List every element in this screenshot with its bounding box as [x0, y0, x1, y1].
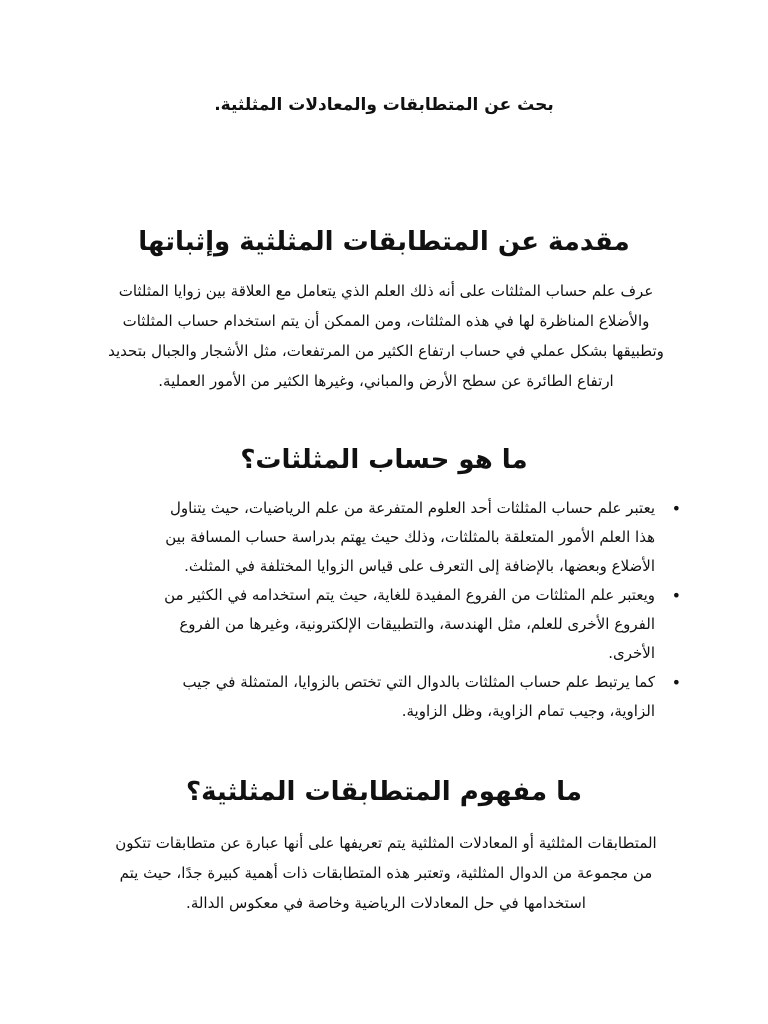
section-heading-trigonometry: ما هو حساب المثلثات؟	[240, 445, 528, 475]
section-heading-identities: ما مفهوم المتطابقات المثلثية؟	[186, 777, 582, 807]
list-item: • كما يرتبط علم حساب المثلثات بالدوال التي تختص بالزوايا، المتمثلة في جيب الزاوية، وجيب تمام الزاوية، وظل الزاوية.	[150, 668, 655, 726]
document-title: بحث عن المتطابقات والمعادلات المثلثية.	[214, 95, 554, 115]
bullet-list	[150, 494, 681, 726]
section-heading-introduction: مقدمة عن المتطابقات المثلثية وإثباتها	[138, 227, 630, 257]
section-paragraph-identities: المتطابقات المثلثية أو المعادلات المثلثية يتم تعريفها على أنها عبارة عن متطابقات تتكون من مجموعة من الدوال المثلثية، وتعتبر هذه المتطابقات ذات أهمية كبيرة جدًا، حيث يتم استخدامها في حل المعادلات الرياضية وخاصة في معكوس الدالة.	[115, 834, 657, 912]
list-item: • يعتبر علم حساب المثلثات أحد العلوم المتفرعة من علم الرياضيات، حيث يتناول هذا العلم الأمور المتعلقة بالمثلثات، وذلك حيث يهتم بدراسة حساب المسافة بين الأضلاع وبعضها، بالإضافة إلى التعرف على قياس الزوايا المختلفة في المثلث.	[150, 494, 655, 581]
list-item: • ويعتبر علم المثلثات من الفروع المفيدة للغاية، حيث يتم استخدامه في الكثير من الفروع الأخرى للعلم، مثل الهندسة، والتطبيقات الإلكترونية، وغيرها من الفروع الأخرى.	[150, 581, 655, 668]
section-paragraph-introduction: عرف علم حساب المثلثات على أنه ذلك العلم الذي يتعامل مع العلاقة بين زوايا المثلثات والأضلاع المناظرة لها في هذه المثلثات، ومن الممكن أن يتم استخدام حساب المثلثات وتطبيقها بشكل عملي في حساب ارتفاع الكثير من المرتفعات، مثل الأشجار والجبال بتحديد ارتفاع الطائرة عن سطح الأرض والمباني، وغيرها الكثير من الأمور العملية.	[108, 282, 664, 390]
